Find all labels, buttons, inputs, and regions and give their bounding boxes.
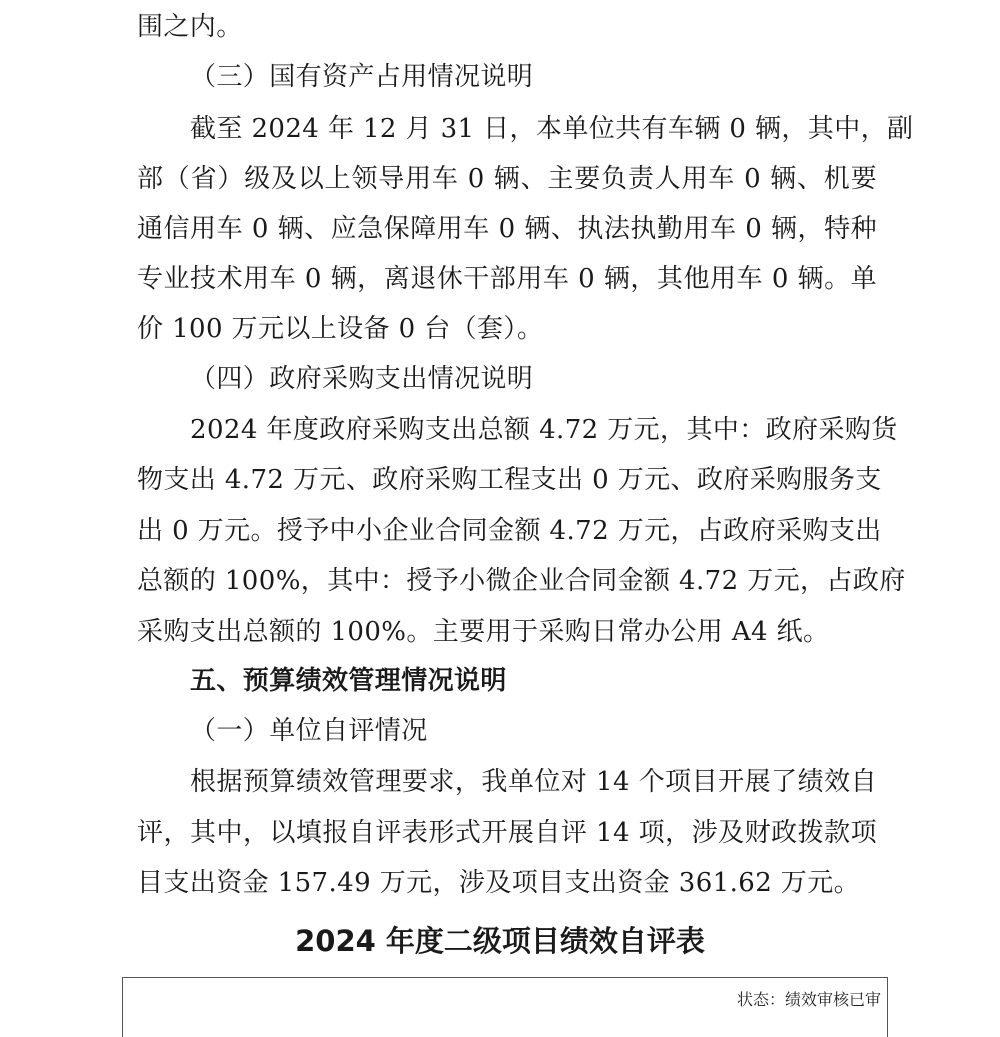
- evaluation-table: [122, 977, 888, 1037]
- status-label: 状态：绩效审核已审: [736, 990, 881, 1009]
- body-line: 价 100 万元以上设备 0 台（套）。: [137, 314, 544, 344]
- body-line: 通信用车 0 辆、应急保障用车 0 辆、执法执勤用车 0 辆，特种: [137, 214, 877, 244]
- body-line: 评，其中，以填报自评表形式开展自评 14 项，涉及财政拨款项: [137, 818, 877, 848]
- body-line: 根据预算绩效管理要求，我单位对 14 个项目开展了绩效自: [190, 767, 877, 797]
- body-line: 物支出 4.72 万元、政府采购工程支出 0 万元、政府采购服务支: [137, 465, 882, 495]
- body-line: 围之内。: [137, 12, 243, 42]
- body-line: 目支出资金 157.49 万元，涉及项目支出资金 361.62 万元。: [137, 868, 861, 898]
- body-line: 截至 2024 年 12 月 31 日，本单位共有车辆 0 辆，其中，副: [190, 114, 914, 144]
- body-line: 出 0 万元。授予中小企业合同金额 4.72 万元，占政府采购支出: [137, 516, 882, 546]
- body-line: 2024 年度政府采购支出总额 4.72 万元，其中：政府采购货: [190, 415, 898, 445]
- subsection-heading-self-evaluation: （一）单位自评情况: [190, 716, 428, 746]
- table-title: 2024 年度二级项目绩效自评表: [295, 924, 705, 958]
- section-heading-performance: 五、预算绩效管理情况说明: [190, 666, 507, 696]
- body-line: 部（省）级及以上领导用车 0 辆、主要负责人用车 0 辆、机要: [137, 164, 877, 194]
- subsection-heading-procurement: （四）政府采购支出情况说明: [190, 364, 534, 394]
- body-line: 总额的 100%，其中：授予小微企业合同金额 4.72 万元，占政府: [137, 566, 906, 596]
- body-line: 专业技术用车 0 辆，离退休干部用车 0 辆，其他用车 0 辆。单: [137, 264, 877, 294]
- body-line: 采购支出总额的 100%。主要用于采购日常办公用 A4 纸。: [137, 617, 830, 647]
- subsection-heading-assets: （三）国有资产占用情况说明: [190, 62, 534, 92]
